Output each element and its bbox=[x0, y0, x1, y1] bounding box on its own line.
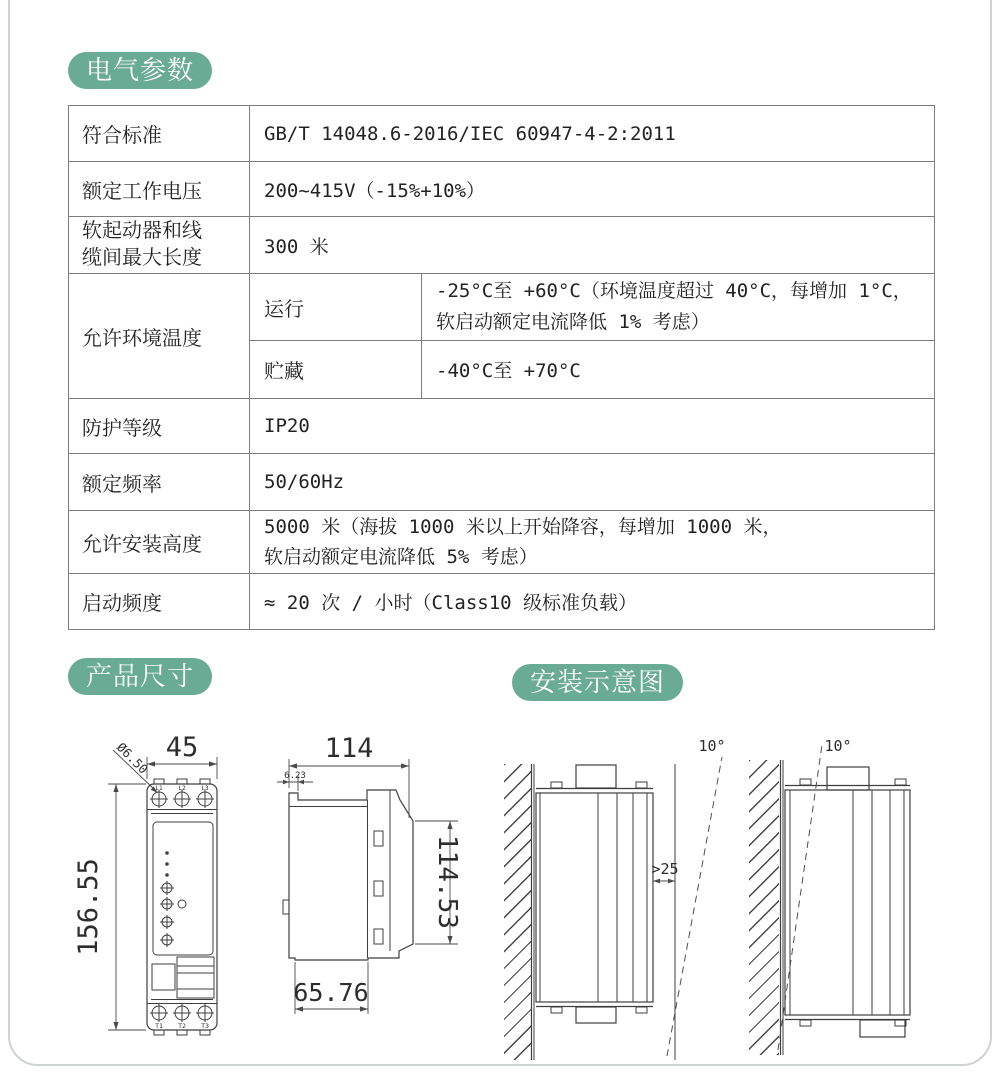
sub-row-value: -40°C至 +70°C bbox=[421, 341, 934, 398]
row-value: 200~415V（-15%+10%） bbox=[249, 162, 934, 216]
tilt-angle-right: 10° bbox=[824, 737, 852, 755]
side-bottom-dim: 65.76 bbox=[293, 978, 369, 1007]
terminal-label-l1: L1 bbox=[155, 785, 163, 792]
row-label: 额定频率 bbox=[82, 473, 162, 496]
row-label: 软起动器和线 缆间最大长度 bbox=[82, 220, 202, 269]
clearance-dim: >25 bbox=[651, 860, 679, 878]
row-label: 允许安装高度 bbox=[82, 533, 202, 556]
row-value: ≈ 20 次 / 小时（Class10 级标准负载） bbox=[249, 574, 934, 629]
row-label: 允许环境温度 bbox=[82, 327, 202, 350]
front-view-drawing bbox=[73, 732, 217, 1035]
badge-installation-diagram: 安装示意图 bbox=[512, 664, 683, 701]
front-width-dim: 45 bbox=[165, 732, 199, 763]
terminal-label-t2: T2 bbox=[178, 1022, 186, 1030]
row-label: 防护等级 bbox=[82, 417, 162, 440]
row-value: GB/T 14048.6-2016/IEC 60947-4-2:2011 bbox=[249, 106, 934, 161]
tilt-angle-left: 10° bbox=[698, 737, 726, 755]
badge-electrical-params: 电气参数 bbox=[68, 52, 212, 89]
side-depth-dim: 114 bbox=[324, 733, 374, 764]
row-label: 符合标准 bbox=[82, 125, 162, 147]
row-value: 300 米 bbox=[249, 217, 934, 273]
row-label: 启动频度 bbox=[82, 593, 162, 615]
terminal-label-t1: T1 bbox=[155, 1022, 163, 1030]
front-hole-dim: Ø6.50 bbox=[113, 739, 152, 777]
sub-row-value: -25°C至 +60°C（环境温度超过 40°C，每增加 1°C， 软启动额定电流降低 1% 考虑） bbox=[421, 274, 934, 340]
row-label: 额定工作电压 bbox=[82, 180, 202, 203]
installation-view-right bbox=[778, 737, 910, 1055]
terminal-label-t3: T3 bbox=[201, 1022, 209, 1030]
sub-row-label: 运行 bbox=[249, 274, 421, 340]
terminal-label-l2: L2 bbox=[178, 785, 186, 792]
front-height-dim: 156.55 bbox=[73, 858, 104, 956]
side-view-drawing bbox=[277, 733, 462, 1014]
row-value: IP20 bbox=[249, 399, 934, 453]
sub-row-label: 贮藏 bbox=[249, 341, 421, 398]
side-front-height-dim: 114.53 bbox=[432, 835, 462, 929]
row-value: 50/60Hz bbox=[249, 454, 934, 510]
installation-view-left bbox=[532, 737, 726, 1060]
badge-product-dimensions: 产品尺寸 bbox=[68, 658, 212, 695]
row-value: 5000 米（海拔 1000 米以上开始降容，每增加 1000 米， 软启动额定电流降低 5% 考虑） bbox=[249, 511, 934, 573]
terminal-label-l3: L3 bbox=[201, 785, 209, 792]
side-lip-dim: 6.23 bbox=[284, 771, 306, 781]
